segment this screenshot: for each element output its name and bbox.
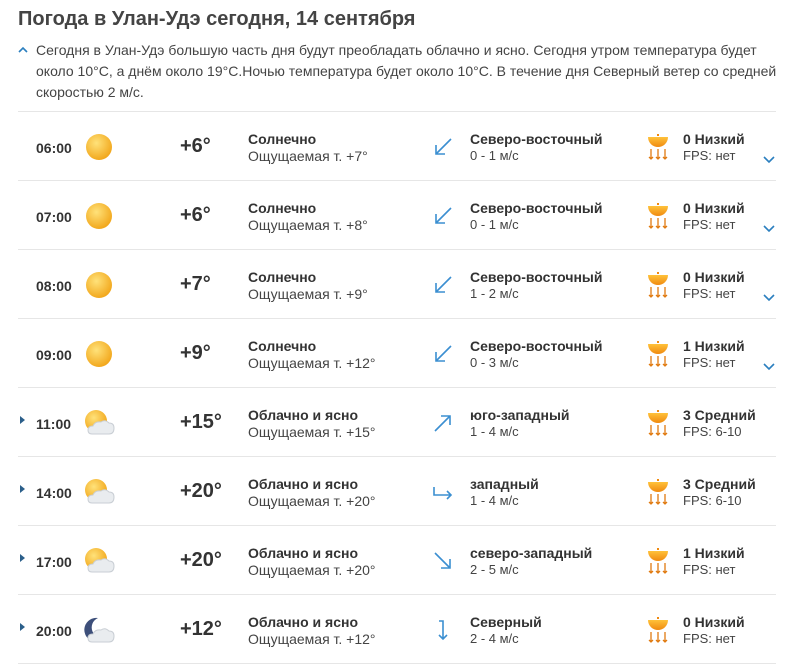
row-feels-like: Ощущаемая т. +9° [248,286,368,302]
partly-cloudy-icon [82,477,116,507]
row-wind-direction: юго-западный [470,407,570,423]
row-wind-direction: Северный [470,614,542,630]
row-wind-direction: Северо-восточный [470,131,603,147]
forecast-row[interactable] [18,388,776,457]
row-feels-like: Ощущаемая т. +12° [248,355,376,371]
row-uv-index: 0 Низкий [683,200,745,216]
row-condition: Облачно и ясно [248,476,359,492]
row-wind-speed: 0 - 3 м/с [470,355,519,370]
uv-sun-icon [646,270,670,300]
arrow-down-left-icon [430,203,456,229]
row-temperature: +20° [180,549,222,571]
forecast-row[interactable] [18,250,776,319]
row-condition: Солнечно [248,338,317,354]
collapse-caret-icon[interactable] [18,40,32,61]
uv-sun-icon [646,132,670,162]
uv-sun-icon [646,408,670,438]
row-time: 11:00 [36,416,72,432]
row-wind-speed: 1 - 4 м/с [470,493,519,508]
forecast-summary-text: Сегодня в Улан-Удэ большую часть дня будут преобладать облачно и ясно. Сегодня утром температура будет около 10°C, а днём около 19°C.Ночью температура будет около 10°C. В течение дня Северный ветер со средней скоростью 2 м/с. [36,42,777,100]
row-temperature: +6° [180,204,211,226]
uv-sun-icon [646,615,670,645]
row-fps: FPS: нет [683,355,736,370]
row-uv-index: 0 Низкий [683,131,745,147]
row-uv-index: 3 Средний [683,476,756,492]
forecast-row[interactable] [18,457,776,526]
row-temperature: +15° [180,411,222,433]
row-uv-index: 0 Низкий [683,269,745,285]
sun-icon [82,270,116,300]
chevron-down-icon[interactable] [762,359,776,369]
expand-triangle-icon[interactable] [20,554,25,562]
row-feels-like: Ощущаемая т. +12° [248,631,376,647]
arrow-down-left-icon [430,272,456,298]
row-temperature: +6° [180,135,211,157]
row-temperature: +7° [180,273,211,295]
partly-cloudy-icon [82,546,116,576]
row-fps: FPS: 6-10 [683,424,742,439]
row-time: 14:00 [36,485,72,501]
row-temperature: +20° [180,480,222,502]
expand-triangle-icon[interactable] [20,416,25,424]
chevron-down-icon[interactable] [762,152,776,162]
row-uv-index: 3 Средний [683,407,756,423]
uv-sun-icon [646,339,670,369]
row-wind-direction: северо-западный [470,545,593,561]
row-condition: Солнечно [248,269,317,285]
night-cloudy-icon [82,615,116,645]
sun-icon [82,201,116,231]
arrow-right-icon [430,479,456,505]
row-condition: Облачно и ясно [248,545,359,561]
row-feels-like: Ощущаемая т. +20° [248,562,376,578]
row-wind-speed: 2 - 4 м/с [470,631,519,646]
expand-triangle-icon[interactable] [20,623,25,631]
arrow-down-icon [430,617,456,643]
row-wind-direction: Северо-восточный [470,200,603,216]
forecast-row[interactable] [18,181,776,250]
row-time: 07:00 [36,209,72,225]
row-condition: Солнечно [248,200,317,216]
row-wind-direction: Северо-восточный [470,269,603,285]
row-wind-direction: Северо-восточный [470,338,603,354]
row-wind-speed: 1 - 4 м/с [470,424,519,439]
row-condition: Облачно и ясно [248,407,359,423]
row-fps: FPS: нет [683,217,736,232]
row-wind-speed: 0 - 1 м/с [470,148,519,163]
row-time: 06:00 [36,140,72,156]
row-fps: FPS: нет [683,631,736,646]
row-feels-like: Ощущаемая т. +20° [248,493,376,509]
uv-sun-icon [646,546,670,576]
hourly-forecast-list [18,111,776,664]
arrow-down-left-icon [430,134,456,160]
row-wind-direction: западный [470,476,539,492]
row-fps: FPS: нет [683,562,736,577]
arrow-down-right-icon [430,548,456,574]
forecast-row[interactable] [18,112,776,181]
row-temperature: +12° [180,618,222,640]
row-condition: Облачно и ясно [248,614,359,630]
sun-icon [82,339,116,369]
row-temperature: +9° [180,342,211,364]
row-uv-index: 1 Низкий [683,338,745,354]
uv-sun-icon [646,201,670,231]
expand-triangle-icon[interactable] [20,485,25,493]
row-feels-like: Ощущаемая т. +8° [248,217,368,233]
chevron-down-icon[interactable] [762,221,776,231]
row-fps: FPS: нет [683,286,736,301]
row-fps: FPS: 6-10 [683,493,742,508]
row-time: 17:00 [36,554,72,570]
sun-icon [82,132,116,162]
row-wind-speed: 2 - 5 м/с [470,562,519,577]
forecast-summary [18,40,778,103]
row-fps: FPS: нет [683,148,736,163]
arrow-down-left-icon [430,341,456,367]
row-time: 20:00 [36,623,72,639]
row-time: 09:00 [36,347,72,363]
arrow-up-right-icon [430,410,456,436]
chevron-down-icon[interactable] [762,290,776,300]
page-title: Погода в Улан-Удэ сегодня, 14 сентября [18,8,416,30]
row-wind-speed: 1 - 2 м/с [470,286,519,301]
row-feels-like: Ощущаемая т. +7° [248,148,368,164]
row-feels-like: Ощущаемая т. +15° [248,424,376,440]
uv-sun-icon [646,477,670,507]
forecast-row[interactable] [18,526,776,595]
partly-cloudy-icon [82,408,116,438]
row-uv-index: 0 Низкий [683,614,745,630]
row-time: 08:00 [36,278,72,294]
forecast-row[interactable] [18,595,776,664]
row-condition: Солнечно [248,131,317,147]
forecast-row[interactable] [18,319,776,388]
row-wind-speed: 0 - 1 м/с [470,217,519,232]
row-uv-index: 1 Низкий [683,545,745,561]
